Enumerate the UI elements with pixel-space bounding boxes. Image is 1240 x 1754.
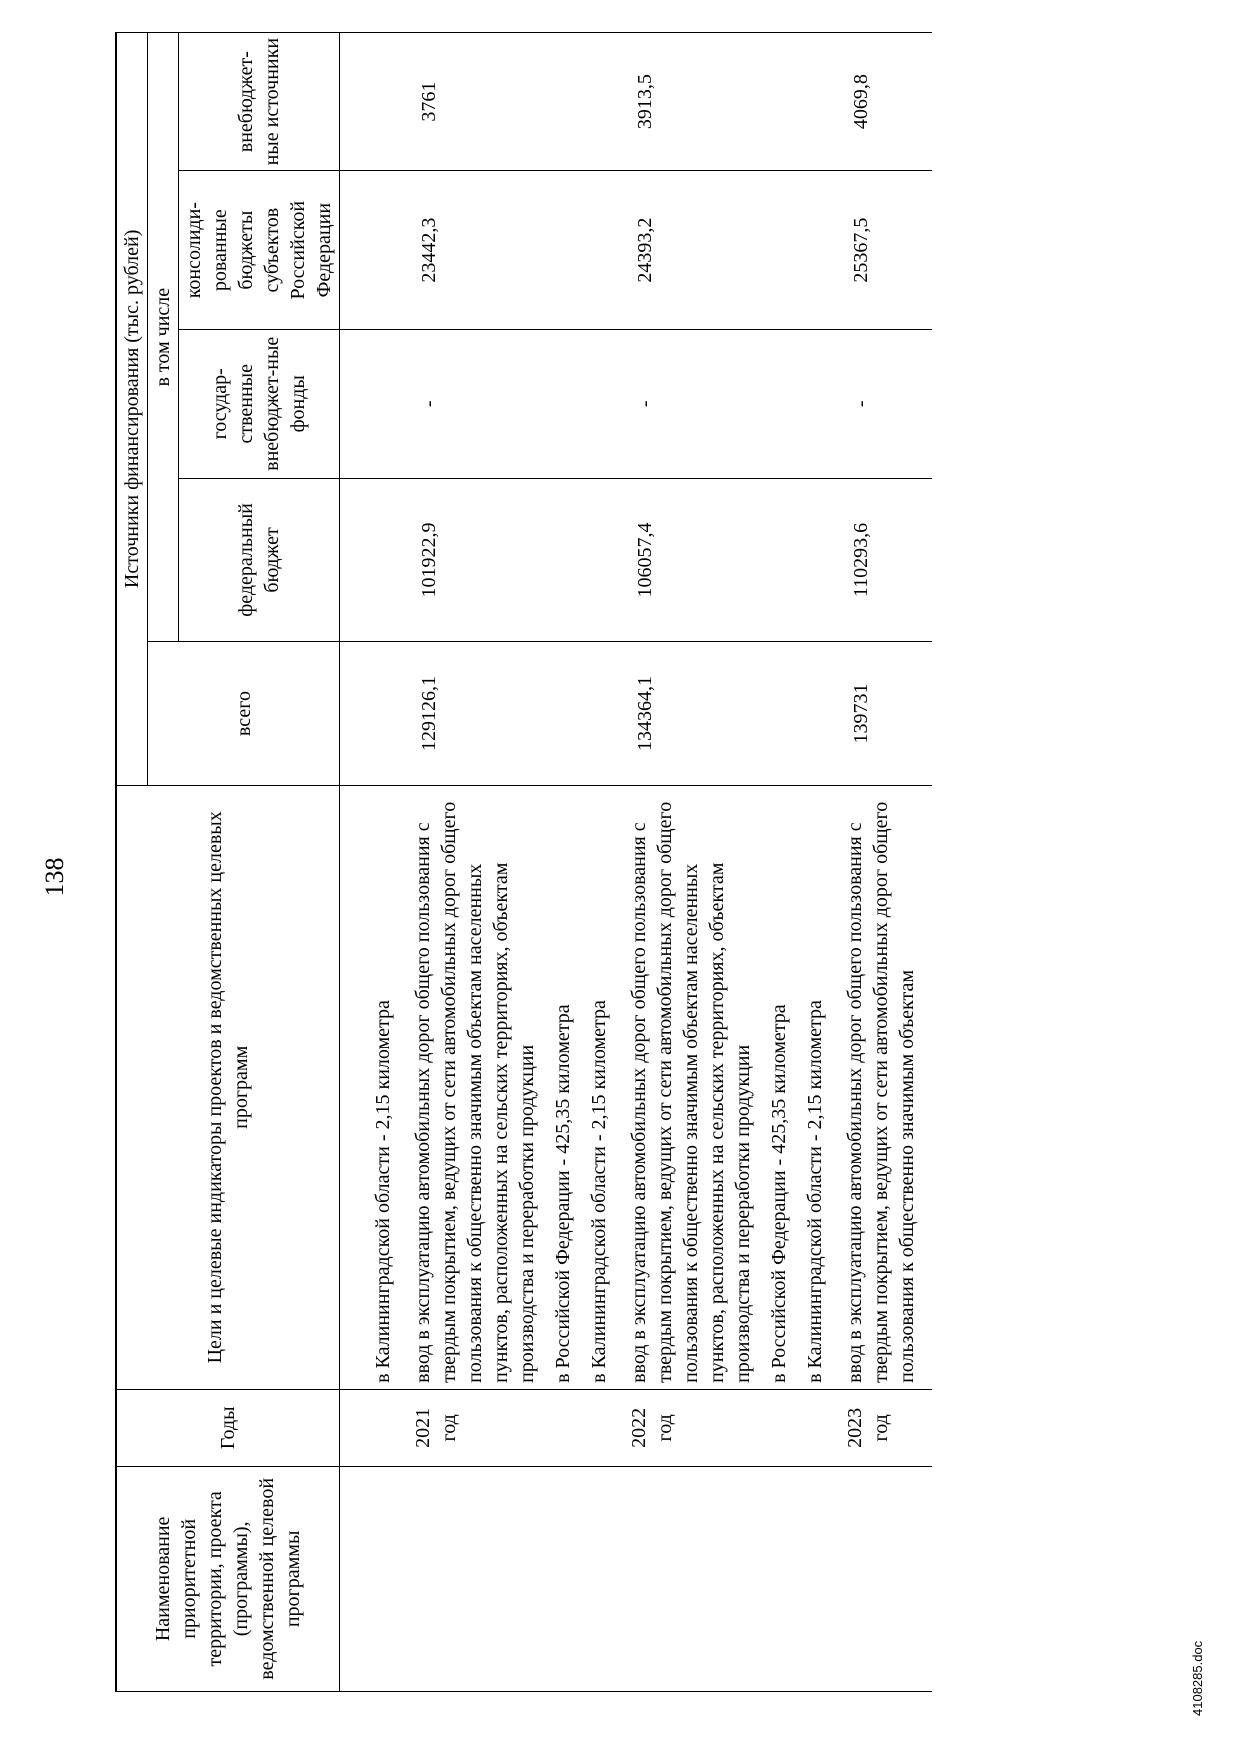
federal-cell: 110293,6 [840, 478, 932, 642]
state-funds-cell: - [624, 330, 840, 478]
header-years: Годы [116, 1389, 340, 1466]
state-funds-cell: - [840, 330, 932, 478]
total-cell: 139731 [840, 642, 932, 785]
header-consolidated: консолиди-рованные бюджеты субъектов Российской Федерации [179, 171, 340, 330]
goal-text: в Российской Федерации - 425,35 километра [768, 1004, 790, 1383]
document-id: 4108285.doc [1190, 1640, 1205, 1716]
consolidated-cell: 24393,2 [624, 171, 840, 330]
consolidated-cell: 23442,3 [408, 171, 624, 330]
year-cell: 2022 год [624, 1389, 840, 1466]
year-cell: 2021 год [408, 1389, 624, 1466]
goal-text: в Калининградской области - 2,15 километра [588, 1000, 610, 1383]
consolidated-cell: 25367,5 [840, 171, 932, 330]
table-row [408, 33, 624, 1692]
extrabudgetary-cell: 3761 [408, 33, 624, 171]
goal-text: в Калининградской области - 2,15 километра [804, 1000, 826, 1383]
header-including: в том числе [148, 33, 179, 642]
goal-text: в Калининградской области - 2,15 километра [372, 1000, 394, 1383]
goal-text: в Российской Федерации - 425,35 километра [552, 1004, 574, 1383]
goal-text: ввод в эксплуатацию автомобильных дорог общего пользования с твердым покрытием, ведущих от сети автомобильных дорог общего пользования к общественно значимым объектам населенных пунктов, расположенных на сельских территориях, объектам производства и переработки продукции [412, 801, 538, 1383]
total-cell: 134364,1 [624, 642, 840, 785]
header-goals: Цели и целевые индикаторы проектов и ведомственных целевых программ [116, 785, 340, 1389]
table-row [840, 33, 932, 1692]
goal-text: ввод в эксплуатацию автомобильных дорог общего пользования с твердым покрытием, ведущих от сети автомобильных дорог общего пользования к общественно значимым объектам [844, 801, 918, 1383]
extrabudgetary-cell: 4069,8 [840, 33, 932, 171]
federal-cell: 106057,4 [624, 478, 840, 642]
header-name: Наименование приоритетной территории, проекта (программы), ведомственной целевой программы [116, 1466, 340, 1691]
total-cell: 129126,1 [408, 642, 624, 785]
table-row [624, 33, 840, 1692]
federal-cell: 101922,9 [408, 478, 624, 642]
header-state-funds: государ-ственные внебюджет-ные фонды [179, 330, 340, 478]
header-total: всего [148, 642, 340, 785]
header-sources: Источники финансирования (тыс. рублей) [116, 33, 148, 786]
header-extrabudgetary: внебюджет-ные источники [179, 33, 340, 171]
page-number: 138 [40, 857, 69, 897]
extrabudgetary-cell: 3913,5 [624, 33, 840, 171]
financing-table [115, 32, 932, 1692]
goal-text: ввод в эксплуатацию автомобильных дорог общего пользования с твердым покрытием, ведущих от сети автомобильных дорог общего пользования к общественно значимым объектам населенных пунктов, расположенных на сельских территориях, объектам производства и переработки продукции [628, 801, 754, 1383]
state-funds-cell: - [408, 330, 624, 478]
year-cell: 2023 год [840, 1389, 932, 1466]
lead-in-row [340, 33, 409, 1692]
header-federal: федеральный бюджет [179, 478, 340, 642]
